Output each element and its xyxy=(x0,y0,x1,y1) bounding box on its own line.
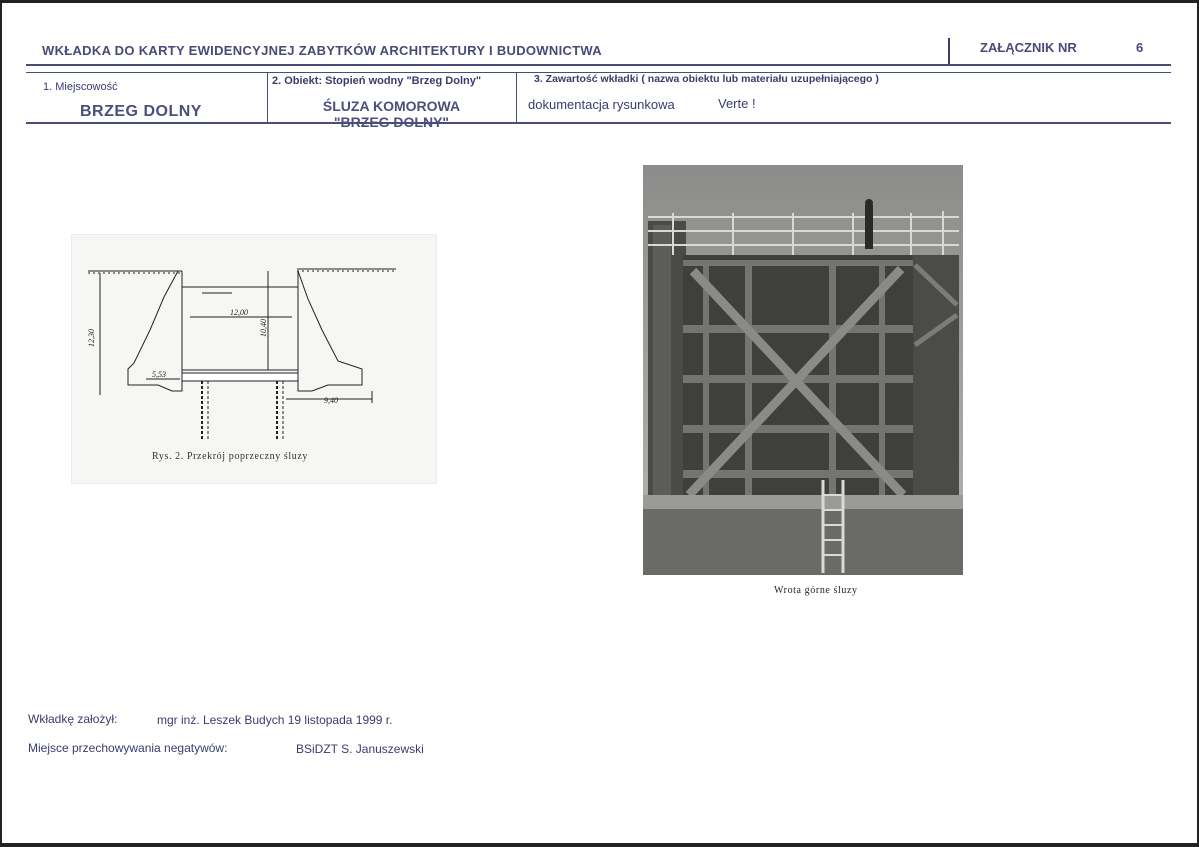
created-by-value: mgr inż. Leszek Budych 19 listopada 1999 r. xyxy=(157,713,393,727)
right-wall xyxy=(298,271,362,391)
dim-height-left: 12,30 xyxy=(87,329,96,347)
negatives-location-value: BSiDZT S. Januszewski xyxy=(296,742,424,756)
dim-base-left: 5,53 xyxy=(152,370,166,379)
attachment-label: ZAŁĄCZNIK NR xyxy=(980,40,1077,55)
locality-value: BRZEG DOLNY xyxy=(80,103,202,120)
contents-note: Verte ! xyxy=(718,96,756,111)
contents-label: 3. Zawartość wkładki ( nazwa obiektu lub materiału uzupełniającego ) xyxy=(534,73,879,85)
negatives-location-label: Miejsce przechowywania negatywów: xyxy=(28,741,228,755)
lock-gate-photo xyxy=(643,165,963,602)
drawing-caption: Rys. 2. Przekrój poprzeczny śluzy xyxy=(152,451,309,462)
header-rule-bottom xyxy=(26,122,1171,124)
created-by-label: Wkładkę założył: xyxy=(28,712,118,726)
locality-label: 1. Miejscowość xyxy=(43,81,118,93)
dim-width: 12,00 xyxy=(230,308,248,317)
header-title: WKŁADKA DO KARTY EWIDENCYJNEJ ZABYTKÓW ARCHITEKTURY I BUDOWNICTWA xyxy=(42,43,602,58)
attachment-number: 6 xyxy=(1136,40,1144,55)
object-value xyxy=(267,98,516,130)
cross-section-svg xyxy=(72,235,436,483)
photo-caption: Wrota górne śluzy xyxy=(774,585,858,596)
header-separator xyxy=(948,38,950,64)
header-rule-top xyxy=(26,64,1171,66)
photo-frame xyxy=(643,165,963,602)
contents-value: dokumentacja rysunkowa xyxy=(528,97,675,112)
dim-height-inner: 10,40 xyxy=(259,319,268,337)
object-value-line1: ŚLUZA KOMOROWA xyxy=(322,98,461,114)
dim-base-right: 9,40 xyxy=(324,396,338,405)
field-divider-2 xyxy=(516,73,517,123)
page-bottom-border xyxy=(2,843,1199,847)
object-label: 2. Obiekt: Stopień wodny "Brzeg Dolny" xyxy=(272,75,482,87)
object-value-line2: "BRZEG DOLNY" xyxy=(333,114,450,130)
cross-section-drawing xyxy=(71,234,437,484)
page-top-border xyxy=(2,0,1199,3)
